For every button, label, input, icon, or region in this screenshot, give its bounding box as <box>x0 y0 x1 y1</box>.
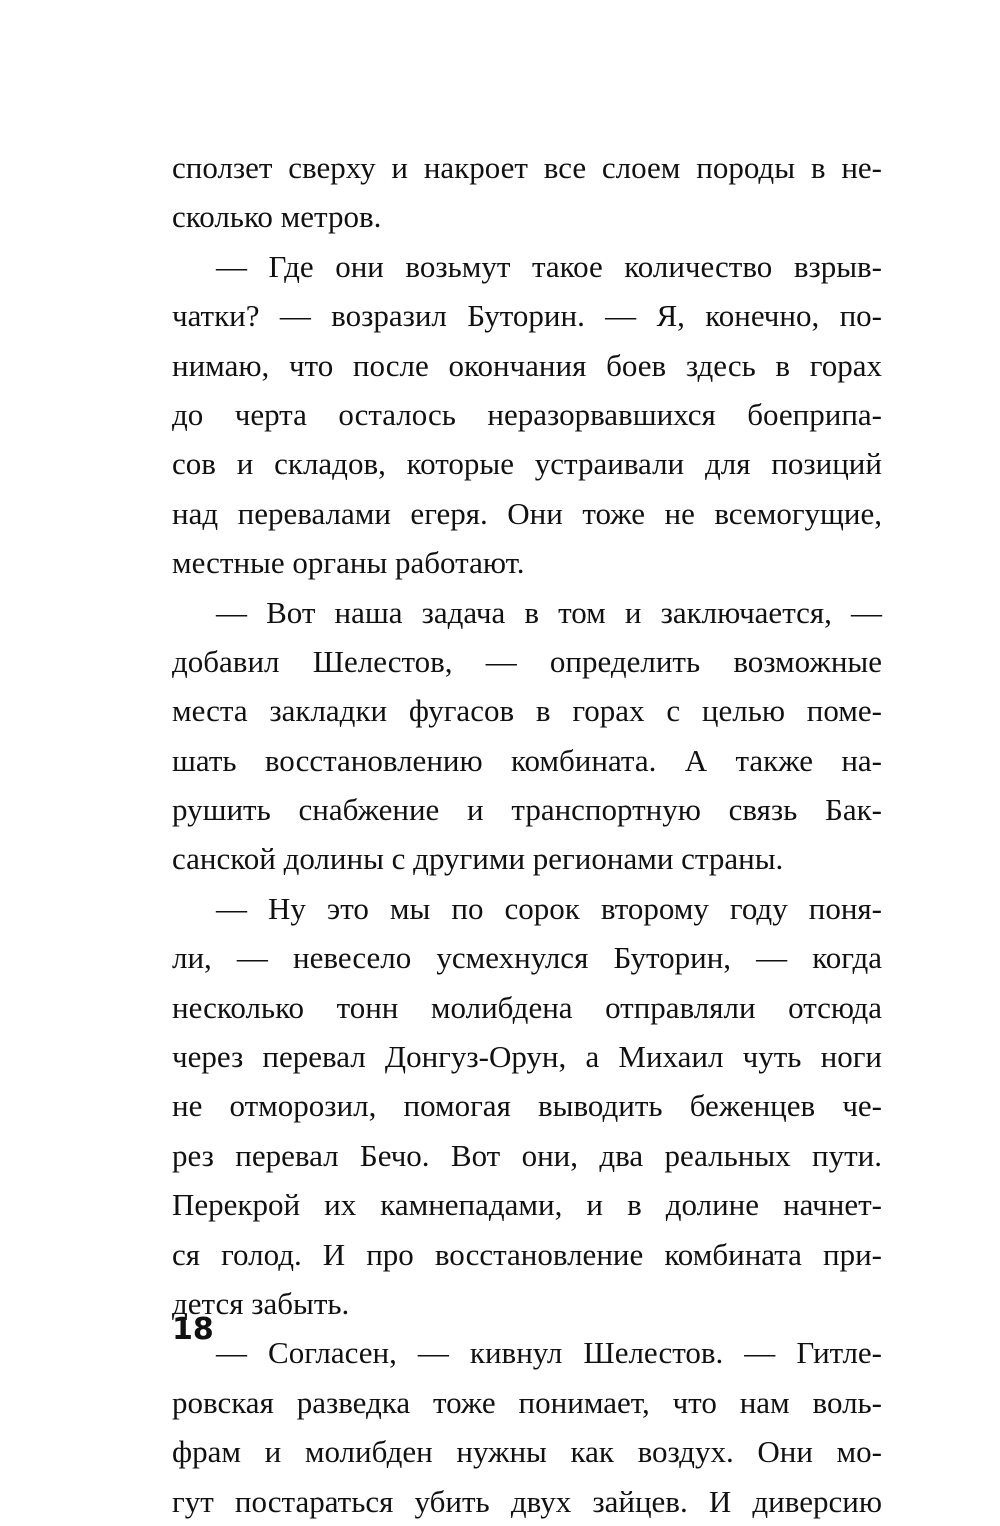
text-line: сов и складов, которые устраивали для позиций <box>172 446 882 482</box>
page-text <box>172 143 882 1526</box>
text-line: места закладки фугасов в горах с целью поме- <box>172 693 882 729</box>
text-line: ся голод. И про восстановление комбината при- <box>172 1236 882 1272</box>
text-line: рушить снабжение и транспортную связь Бак- <box>172 792 882 828</box>
text-line: — Где они возьмут такое количество взрыв- <box>216 248 882 284</box>
text-line: до черта осталось неразорвавшихся боеприпа- <box>172 396 882 432</box>
text-line: дется забыть. <box>172 1285 350 1321</box>
text-line: сползет сверху и накроет все слоем породы в не- <box>172 150 882 185</box>
text-line: не отморозил, помогая выводить беженцев че- <box>172 1088 882 1124</box>
text-line: местные органы работают. <box>172 545 525 581</box>
text-line: Перекрой их камнепадами, и в долине начнет- <box>172 1187 882 1223</box>
text-line: — Ну это мы по сорок второму году поня- <box>216 890 882 926</box>
text-line: добавил Шелестов, — определить возможные <box>172 643 882 679</box>
text-line: сколько метров. <box>172 199 382 235</box>
text-line: через перевал Донгуз-Орун, а Михаил чуть ноги <box>172 1039 882 1075</box>
text-line: чатки? — возразил Буторин. — Я, конечно, по- <box>172 298 882 334</box>
text-line: несколько тонн молибдена отправляли отсюда <box>172 989 882 1025</box>
text-line: фрам и молибден нужны как воздух. Они мо- <box>172 1434 882 1470</box>
text-line: нимаю, что после окончания боев здесь в горах <box>172 347 882 383</box>
text-line: — Вот наша задача в том и заключается, — <box>216 594 882 630</box>
text-line: ли, — невесело усмехнулся Буторин, — когда <box>172 940 882 976</box>
text-line: гут постараться убить двух зайцев. И диверсию <box>172 1483 882 1519</box>
text-line: санской долины с другими регионами страны. <box>172 841 784 877</box>
text-line: рез перевал Бечо. Вот они, два реальных пути. <box>172 1137 882 1173</box>
page-number: 18 <box>172 1312 214 1347</box>
text-line: шать восстановлению комбината. А также на- <box>172 742 882 778</box>
text-line: ровская разведка тоже понимает, что нам воль- <box>172 1384 882 1420</box>
text-line: над перевалами егеря. Они тоже не всемогущие, <box>172 495 882 531</box>
text-line: — Согласен, — кивнул Шелестов. — Гитле- <box>216 1335 882 1371</box>
